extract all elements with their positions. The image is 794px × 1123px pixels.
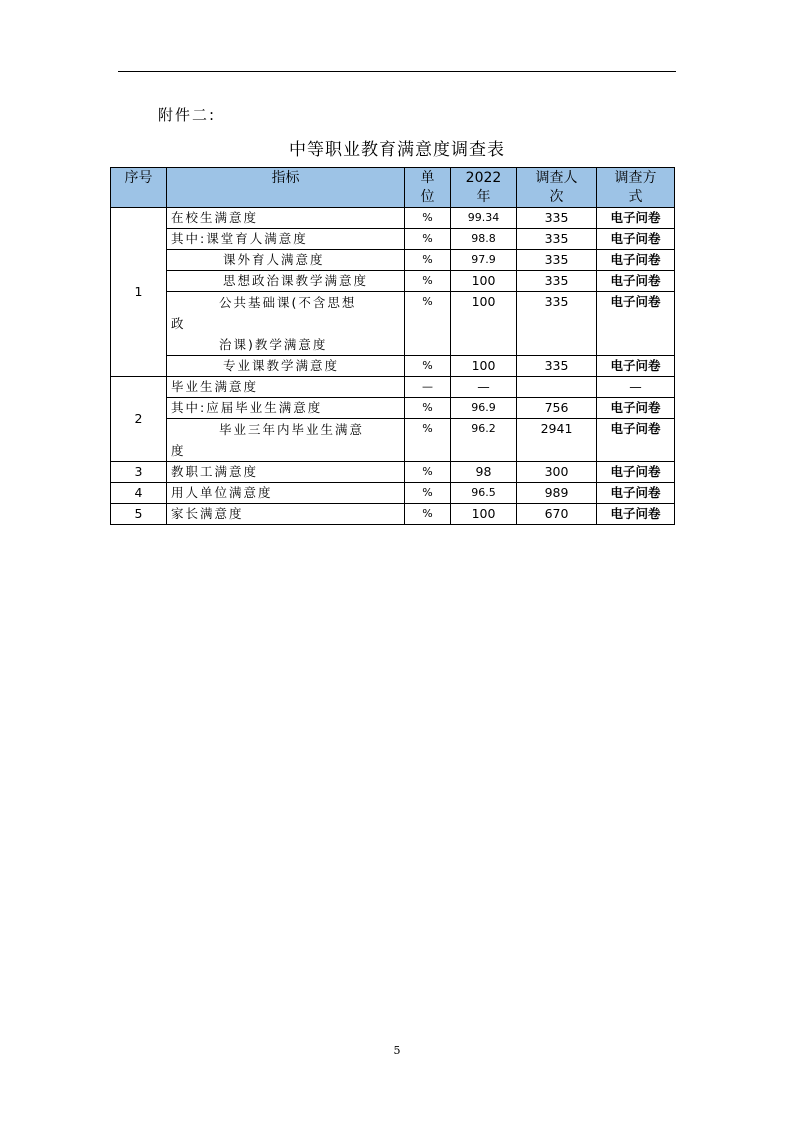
row-indicator: 教职工满意度 (167, 462, 405, 483)
table-row (111, 398, 675, 419)
row-seq: 4 (111, 483, 167, 504)
row-indicator: 在校生满意度 (167, 208, 405, 229)
row-count: 2941 (517, 419, 597, 462)
table-row (111, 229, 675, 250)
row-unit: % (405, 250, 451, 271)
row-seq: 5 (111, 504, 167, 525)
row-value: — (451, 377, 517, 398)
row-method: 电子问卷 (597, 250, 675, 271)
header-survey-method: 调查方 式 (597, 168, 675, 208)
table-row (111, 356, 675, 377)
row-method: 电子问卷 (597, 398, 675, 419)
row-unit: % (405, 271, 451, 292)
header-seq: 序号 (111, 168, 167, 208)
row-method: 电子问卷 (597, 504, 675, 525)
row-method: 电子问卷 (597, 229, 675, 250)
row-count: 335 (517, 208, 597, 229)
row-count: 335 (517, 271, 597, 292)
row-seq: 2 (111, 377, 167, 462)
table-row (111, 292, 675, 356)
table-row (111, 377, 675, 398)
row-unit: % (405, 292, 451, 356)
page-number: 5 (393, 1044, 401, 1057)
row-unit: — (405, 377, 451, 398)
row-method: 电子问卷 (597, 292, 675, 356)
row-count: 300 (517, 462, 597, 483)
row-indicator: 家长满意度 (167, 504, 405, 525)
row-indicator: 公共基础课(不含思想 政 治课)教学满意度 (167, 292, 405, 356)
row-value: 97.9 (451, 250, 517, 271)
annex-label: 附件二: (158, 106, 217, 124)
row-count: 989 (517, 483, 597, 504)
row-method: 电子问卷 (597, 462, 675, 483)
table-row (111, 504, 675, 525)
row-value: 100 (451, 292, 517, 356)
row-method: 电子问卷 (597, 419, 675, 462)
row-value: 96.9 (451, 398, 517, 419)
row-method: 电子问卷 (597, 208, 675, 229)
table-header-row (111, 168, 675, 208)
row-unit: % (405, 208, 451, 229)
row-indicator: 其中:应届毕业生满意度 (167, 398, 405, 419)
row-count: 670 (517, 504, 597, 525)
row-indicator: 专业课教学满意度 (167, 356, 405, 377)
header-indicator: 指标 (167, 168, 405, 208)
table-row (111, 271, 675, 292)
row-indicator: 毕业生满意度 (167, 377, 405, 398)
row-unit: % (405, 483, 451, 504)
row-indicator: 思想政治课教学满意度 (167, 271, 405, 292)
row-unit: % (405, 229, 451, 250)
row-count: 335 (517, 229, 597, 250)
survey-table (110, 167, 675, 525)
row-indicator: 用人单位满意度 (167, 483, 405, 504)
row-count: 335 (517, 356, 597, 377)
row-seq: 1 (111, 208, 167, 377)
page-title: 中等职业教育满意度调查表 (289, 140, 505, 160)
table-row (111, 250, 675, 271)
row-value: 98 (451, 462, 517, 483)
row-value: 100 (451, 271, 517, 292)
row-count: 756 (517, 398, 597, 419)
row-method: — (597, 377, 675, 398)
table-row (111, 208, 675, 229)
row-method: 电子问卷 (597, 271, 675, 292)
row-indicator: 其中:课堂育人满意度 (167, 229, 405, 250)
row-unit: % (405, 356, 451, 377)
table-row (111, 483, 675, 504)
row-count: 335 (517, 250, 597, 271)
row-indicator: 毕业三年内毕业生满意 度 (167, 419, 405, 462)
row-value: 99.34 (451, 208, 517, 229)
row-unit: % (405, 419, 451, 462)
row-value: 100 (451, 356, 517, 377)
row-unit: % (405, 504, 451, 525)
row-value: 96.5 (451, 483, 517, 504)
row-method: 电子问卷 (597, 356, 675, 377)
table-row (111, 419, 675, 462)
header-rule (118, 71, 676, 72)
row-count (517, 377, 597, 398)
row-seq: 3 (111, 462, 167, 483)
row-unit: % (405, 398, 451, 419)
row-value: 96.2 (451, 419, 517, 462)
row-unit: % (405, 462, 451, 483)
row-value: 100 (451, 504, 517, 525)
table-row (111, 462, 675, 483)
header-unit: 单 位 (405, 168, 451, 208)
row-method: 电子问卷 (597, 483, 675, 504)
row-value: 98.8 (451, 229, 517, 250)
header-survey-count: 调查人 次 (517, 168, 597, 208)
header-year: 2022 年 (451, 168, 517, 208)
row-indicator: 课外育人满意度 (167, 250, 405, 271)
row-count: 335 (517, 292, 597, 356)
